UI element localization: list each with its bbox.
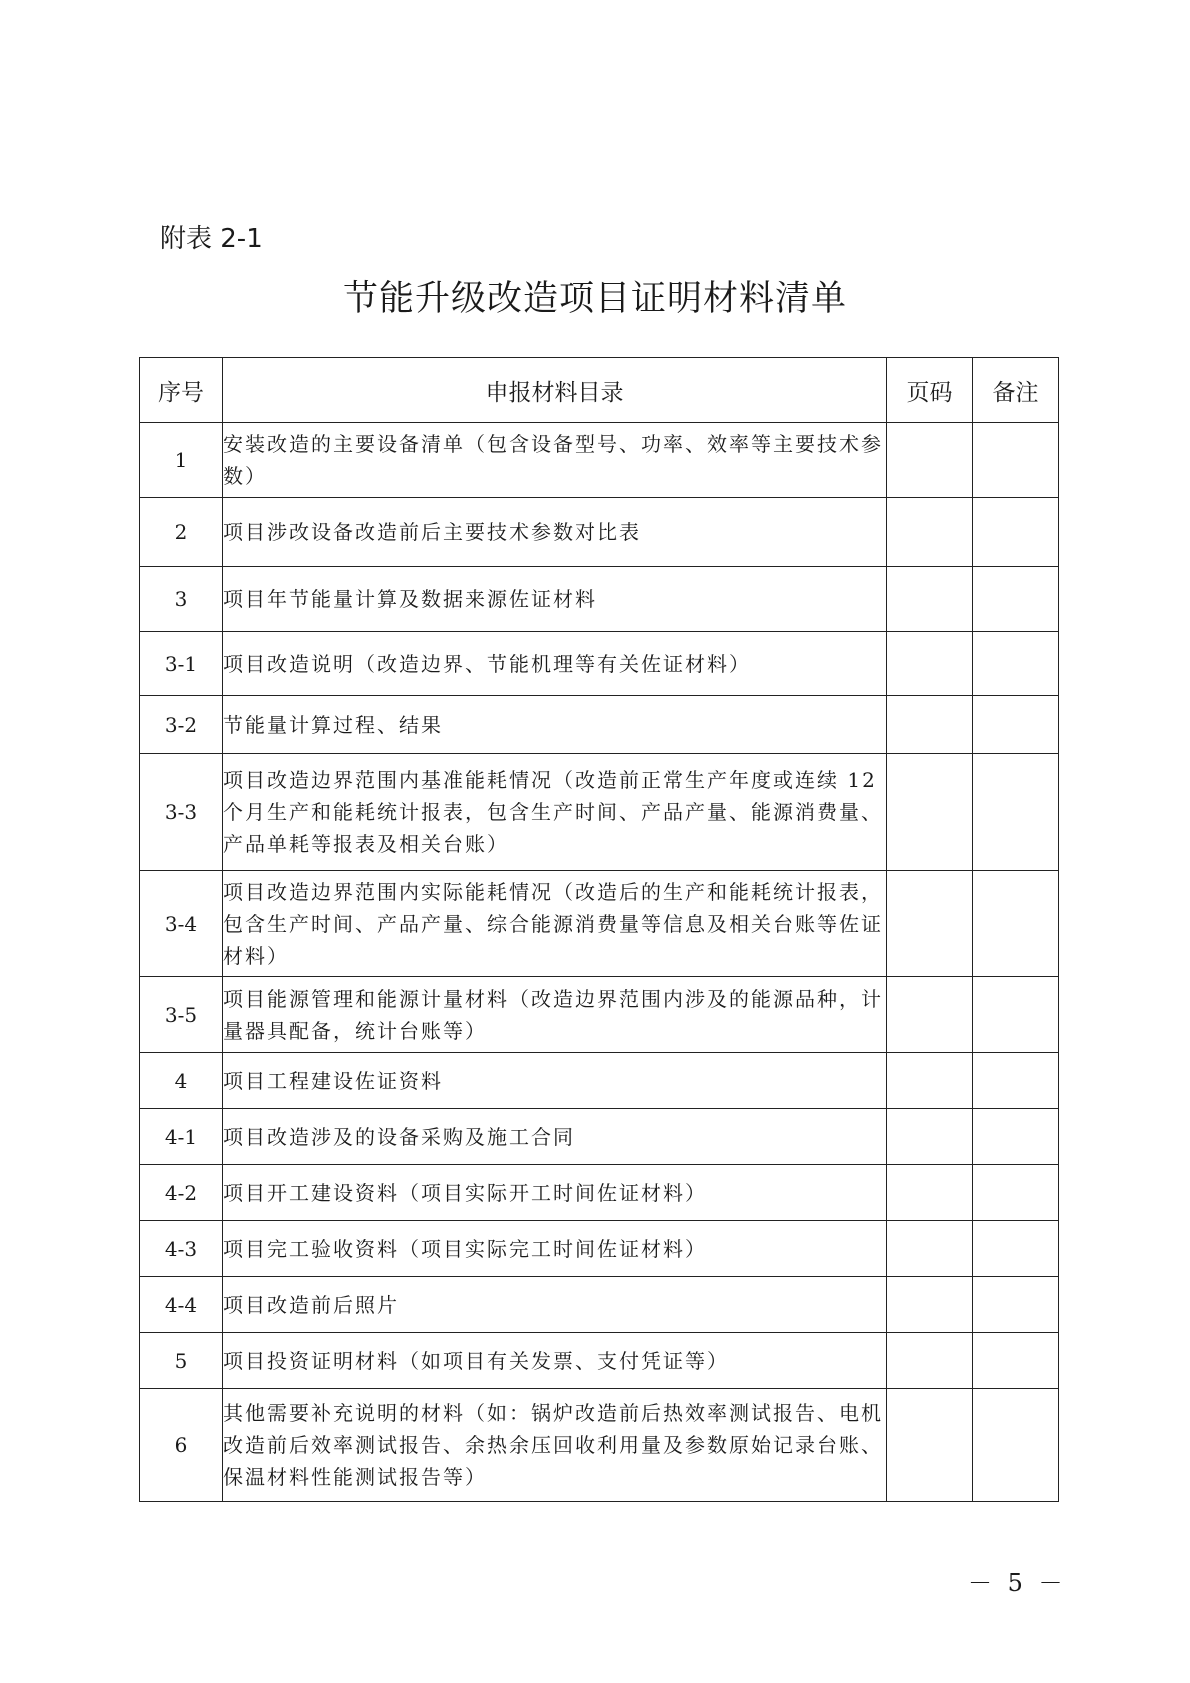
row-item: 项目改造说明（改造边界、节能机理等有关佐证材料）	[223, 632, 887, 696]
header-note: 备注	[973, 358, 1059, 423]
row-seq: 4	[140, 1053, 223, 1109]
row-item: 项目开工建设资料（项目实际开工时间佐证材料）	[223, 1165, 887, 1221]
row-note-cell	[973, 1221, 1059, 1277]
row-seq: 3	[140, 567, 223, 632]
row-page-cell	[887, 632, 973, 696]
row-item: 项目涉改设备改造前后主要技术参数对比表	[223, 498, 887, 567]
header-seq: 序号	[140, 358, 223, 423]
table-row	[140, 1221, 1059, 1277]
annex-label: 附表 2-1	[160, 224, 263, 254]
row-seq: 4-2	[140, 1165, 223, 1221]
row-page-cell	[887, 567, 973, 632]
row-seq: 3-4	[140, 871, 223, 977]
row-note-cell	[973, 1109, 1059, 1165]
row-seq: 2	[140, 498, 223, 567]
row-page-cell	[887, 423, 973, 498]
materials-table	[139, 357, 1059, 1502]
page-number: － 5 －	[968, 1569, 1067, 1597]
row-page-cell	[887, 1053, 973, 1109]
row-page-cell	[887, 754, 973, 871]
row-page-cell	[887, 1277, 973, 1333]
table-row	[140, 1053, 1059, 1109]
row-note-cell	[973, 423, 1059, 498]
row-item: 项目年节能量计算及数据来源佐证材料	[223, 567, 887, 632]
row-seq: 1	[140, 423, 223, 498]
table-row	[140, 1165, 1059, 1221]
row-seq: 3-5	[140, 977, 223, 1053]
row-note-cell	[973, 871, 1059, 977]
row-seq: 4-1	[140, 1109, 223, 1165]
row-page-cell	[887, 1109, 973, 1165]
row-seq: 3-2	[140, 696, 223, 754]
row-item: 项目工程建设佐证资料	[223, 1053, 887, 1109]
table-row	[140, 754, 1059, 871]
row-note-cell	[973, 754, 1059, 871]
header-item: 申报材料目录	[223, 358, 887, 423]
row-note-cell	[973, 498, 1059, 567]
row-note-cell	[973, 977, 1059, 1053]
row-page-cell	[887, 498, 973, 567]
row-note-cell	[973, 1165, 1059, 1221]
row-note-cell	[973, 1053, 1059, 1109]
row-seq: 3-1	[140, 632, 223, 696]
row-page-cell	[887, 1333, 973, 1389]
row-note-cell	[973, 567, 1059, 632]
row-item: 其他需要补充说明的材料（如：锅炉改造前后热效率测试报告、电机改造前后效率测试报告、余热余压回收利用量及参数原始记录台账、保温材料性能测试报告等）	[223, 1389, 887, 1502]
table-row	[140, 696, 1059, 754]
row-item: 项目能源管理和能源计量材料（改造边界范围内涉及的能源品种，计量器具配备，统计台账等）	[223, 977, 887, 1053]
row-note-cell	[973, 632, 1059, 696]
row-item: 项目完工验收资料（项目实际完工时间佐证材料）	[223, 1221, 887, 1277]
row-page-cell	[887, 1389, 973, 1502]
row-note-cell	[973, 696, 1059, 754]
row-note-cell	[973, 1333, 1059, 1389]
row-seq: 4-3	[140, 1221, 223, 1277]
row-page-cell	[887, 1165, 973, 1221]
row-item: 节能量计算过程、结果	[223, 696, 887, 754]
row-seq: 3-3	[140, 754, 223, 871]
row-item: 项目改造前后照片	[223, 1277, 887, 1333]
row-seq: 6	[140, 1389, 223, 1502]
row-seq: 5	[140, 1333, 223, 1389]
table-row	[140, 1277, 1059, 1333]
row-item: 项目投资证明材料（如项目有关发票、支付凭证等）	[223, 1333, 887, 1389]
row-seq: 4-4	[140, 1277, 223, 1333]
table-row	[140, 1389, 1059, 1502]
table-row	[140, 632, 1059, 696]
header-page: 页码	[887, 358, 973, 423]
row-page-cell	[887, 977, 973, 1053]
row-note-cell	[973, 1389, 1059, 1502]
row-item: 安装改造的主要设备清单（包含设备型号、功率、效率等主要技术参数）	[223, 423, 887, 498]
row-page-cell	[887, 696, 973, 754]
row-item: 项目改造涉及的设备采购及施工合同	[223, 1109, 887, 1165]
table-header-row	[140, 358, 1059, 423]
row-item: 项目改造边界范围内实际能耗情况（改造后的生产和能耗统计报表，包含生产时间、产品产量、综合能源消费量等信息及相关台账等佐证材料）	[223, 871, 887, 977]
table-row	[140, 1333, 1059, 1389]
row-note-cell	[973, 1277, 1059, 1333]
table-row	[140, 871, 1059, 977]
table-row	[140, 977, 1059, 1053]
table-row	[140, 498, 1059, 567]
row-page-cell	[887, 1221, 973, 1277]
row-item: 项目改造边界范围内基准能耗情况（改造前正常生产年度或连续 12 个月生产和能耗统计报表，包含生产时间、产品产量、能源消费量、产品单耗等报表及相关台账）	[223, 754, 887, 871]
table-row	[140, 1109, 1059, 1165]
table-row	[140, 423, 1059, 498]
document-title: 节能升级改造项目证明材料清单	[342, 279, 847, 319]
row-page-cell	[887, 871, 973, 977]
table-row	[140, 567, 1059, 632]
